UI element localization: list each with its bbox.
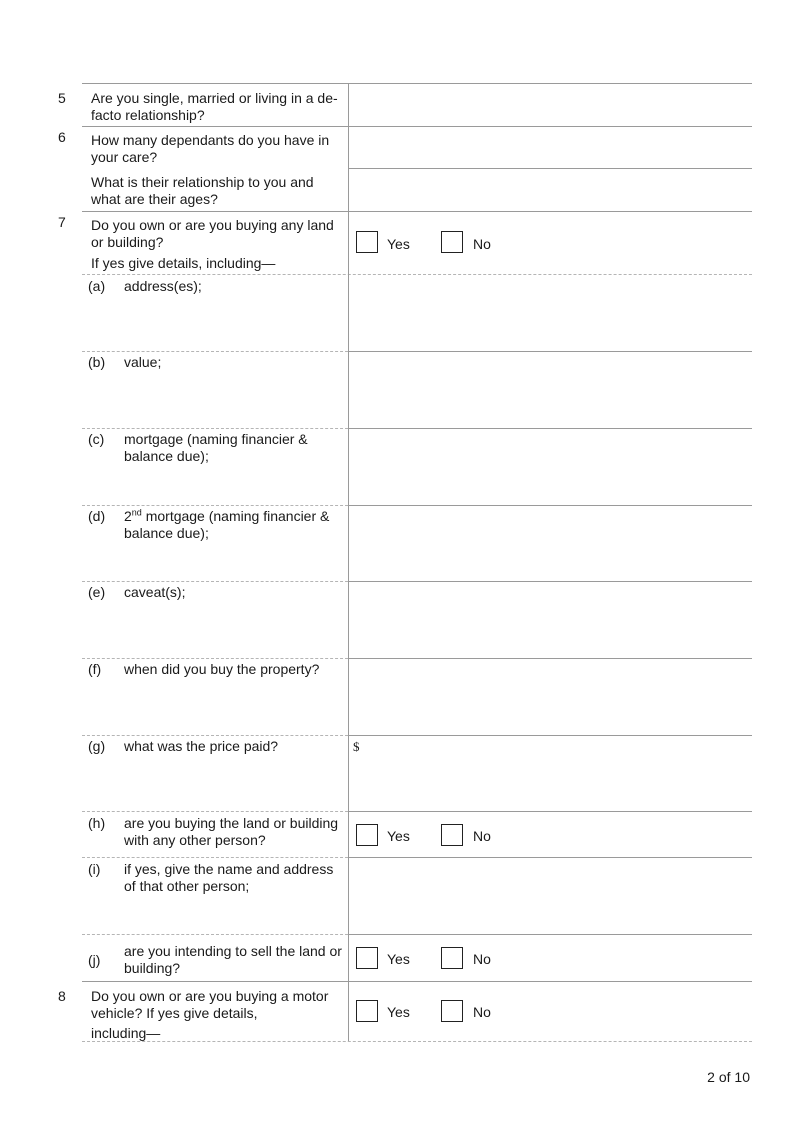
row-divider: [82, 126, 752, 127]
yes-checkbox-7j[interactable]: [356, 947, 378, 969]
row-divider: [348, 351, 752, 352]
item-i-text: if yes, give the name and address of that other person;: [124, 861, 334, 894]
yes-checkbox-7h[interactable]: [356, 824, 378, 846]
answer-field-7a[interactable]: [352, 277, 748, 349]
no-label: No: [473, 1004, 491, 1020]
no-label: No: [473, 951, 491, 967]
row-divider: [82, 934, 348, 935]
answer-field-7b[interactable]: [352, 353, 748, 426]
row-divider: [348, 811, 752, 812]
yes-label: Yes: [387, 828, 410, 844]
page-number: 2 of 10: [707, 1069, 750, 1085]
question-7-intro: If yes give details, including—: [91, 255, 276, 271]
row-divider: [82, 735, 348, 736]
item-label: (f): [88, 661, 102, 677]
item-label: (i): [88, 861, 101, 877]
item-e-text: caveat(s);: [124, 584, 186, 600]
item-label: (j): [88, 952, 101, 968]
item-h-text: are you buying the land or building with any other person?: [124, 815, 339, 848]
answer-field-q6b[interactable]: [352, 170, 748, 209]
row-divider: [82, 581, 348, 582]
item-g-text: what was the price paid?: [124, 738, 279, 754]
row-divider: [82, 811, 348, 812]
row-divider: [82, 211, 752, 212]
question-number: 7: [58, 214, 66, 230]
yes-checkbox-q7[interactable]: [356, 231, 378, 253]
answer-field-7f[interactable]: [352, 660, 748, 733]
question-5-text: Are you single, married or living in a de-facto relationship?: [91, 90, 338, 123]
answer-field-7e[interactable]: [352, 583, 748, 656]
no-checkbox-q8[interactable]: [441, 1000, 463, 1022]
row-divider: [348, 428, 752, 429]
item-b-text: value;: [124, 354, 162, 370]
yes-label: Yes: [387, 1004, 410, 1020]
item-label: (a): [88, 278, 106, 294]
item-a-text: address(es);: [124, 278, 202, 294]
no-label: No: [473, 828, 491, 844]
answer-field-7c[interactable]: [352, 430, 748, 503]
item-f-text: when did you buy the property?: [124, 661, 320, 677]
row-divider: [82, 505, 348, 506]
column-divider: [348, 83, 349, 1041]
question-7-text: Do you own or are you buying any land or building?: [91, 217, 334, 250]
answer-field-7g[interactable]: [352, 737, 748, 809]
yes-checkbox-q8[interactable]: [356, 1000, 378, 1022]
row-divider: [82, 981, 752, 982]
item-label: (g): [88, 738, 106, 754]
item-label: (c): [88, 431, 105, 447]
answer-field-q6a[interactable]: [352, 128, 748, 166]
item-label: (d): [88, 508, 106, 524]
item-j-text: are you intending to sell the land or building?: [124, 943, 342, 976]
row-divider: [82, 351, 348, 352]
item-label: (e): [88, 584, 106, 600]
yes-label: Yes: [387, 951, 410, 967]
row-divider: [82, 658, 348, 659]
answer-field-7i[interactable]: [352, 859, 748, 932]
no-checkbox-q7[interactable]: [441, 231, 463, 253]
table-border: [82, 83, 752, 84]
answer-field-q5[interactable]: [352, 86, 748, 124]
no-label: No: [473, 236, 491, 252]
row-divider: [348, 581, 752, 582]
item-c-text: mortgage (naming financier & balance due);: [124, 431, 308, 464]
row-divider: [82, 274, 752, 275]
row-divider: [82, 857, 348, 858]
answer-field-7d[interactable]: [352, 507, 748, 579]
question-6a-text: How many dependants do you have in your care?: [91, 132, 330, 165]
item-d-sup: nd: [131, 507, 142, 518]
question-8-text: Do you own or are you buying a motor vehicle? If yes give details,: [91, 988, 329, 1021]
row-divider: [348, 735, 752, 736]
row-divider: [348, 658, 752, 659]
dollar-prefix: $: [353, 739, 360, 754]
no-checkbox-7j[interactable]: [441, 947, 463, 969]
item-d-text: [124, 508, 346, 542]
row-divider: [348, 168, 752, 169]
question-8-intro: including—: [91, 1025, 161, 1041]
yes-label: Yes: [387, 236, 410, 252]
row-divider: [82, 428, 348, 429]
item-label: (h): [88, 815, 106, 831]
item-d-num: 2: [124, 508, 132, 524]
item-d-rest: mortgage (naming financier & balance due);: [124, 508, 330, 541]
question-number: 5: [58, 90, 66, 106]
row-divider: [348, 857, 752, 858]
row-divider: [348, 934, 752, 935]
item-label: (b): [88, 354, 106, 370]
row-divider: [348, 505, 752, 506]
question-number: 8: [58, 988, 66, 1004]
question-number: 6: [58, 129, 66, 145]
question-6b-text: What is their relationship to you and what are their ages?: [91, 174, 314, 207]
no-checkbox-7h[interactable]: [441, 824, 463, 846]
